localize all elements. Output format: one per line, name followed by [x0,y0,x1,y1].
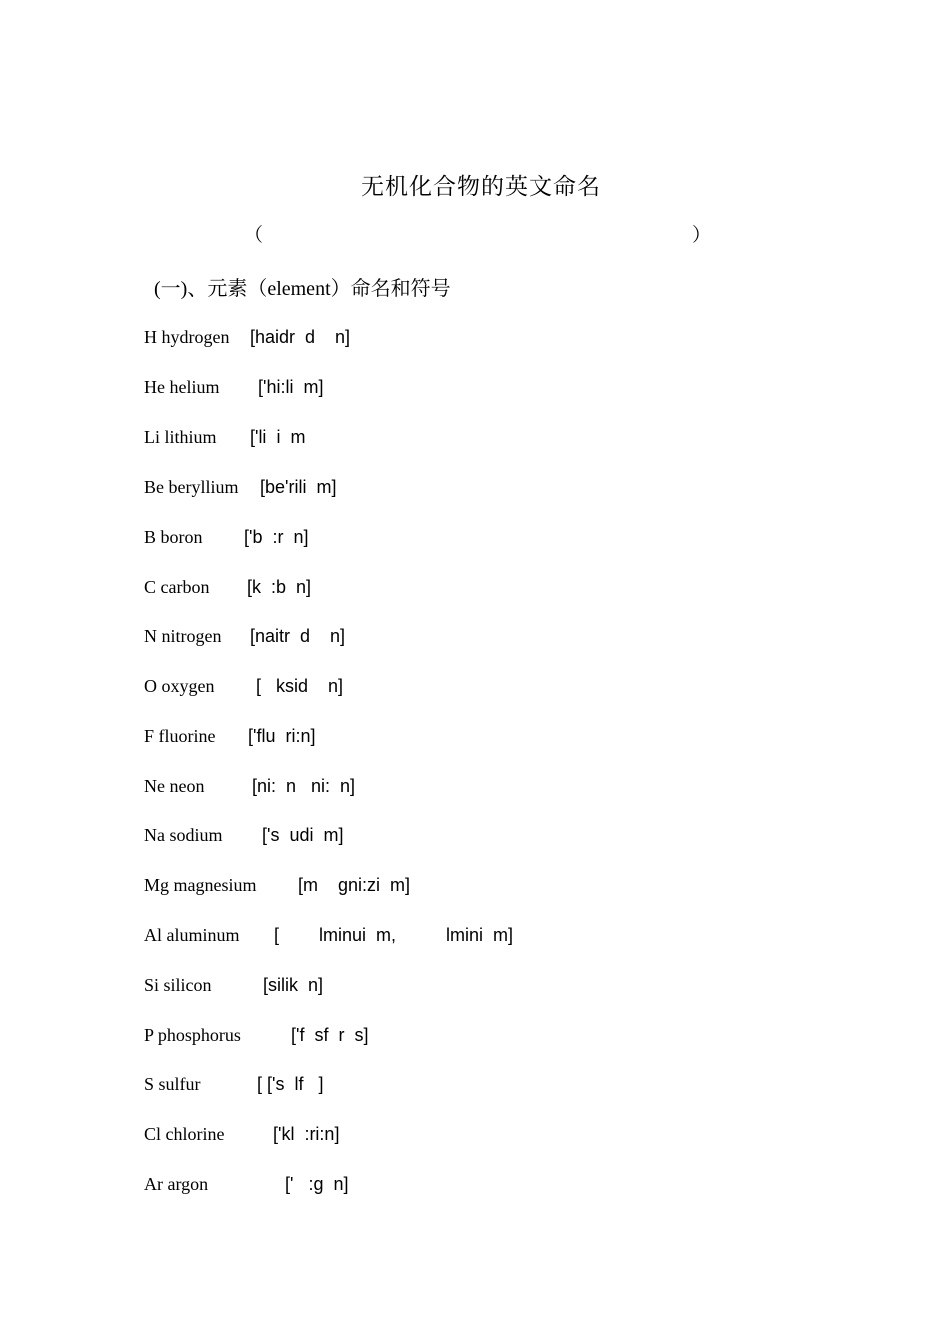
element-name: P phosphorus [144,1025,241,1045]
element-pronunciation: ['b :r n] [244,527,309,547]
element-pronunciation: [haidr d n] [250,327,351,347]
element-row-b [144,527,309,551]
element-row-he [144,377,324,401]
element-name: O oxygen [144,676,215,696]
element-row-cl [144,1124,340,1148]
element-name: F fluorine [144,726,216,746]
open-parenthesis: （ [244,224,264,246]
element-row-al [144,925,514,949]
element-name: He helium [144,377,220,397]
element-row-n [144,626,346,650]
element-name: Al aluminum [144,925,240,945]
element-pronunciation: ['s udi m] [262,825,344,845]
element-pronunciation: [naitr d n] [250,626,346,646]
element-name: C carbon [144,577,210,597]
element-name: S sulfur [144,1074,201,1094]
element-row-s [144,1074,324,1098]
element-pronunciation: ['hi:li m] [258,377,324,397]
element-name: Si silicon [144,975,212,995]
element-pronunciation: ['kl :ri:n] [273,1124,340,1144]
element-name: Mg magnesium [144,875,257,895]
element-name: Na sodium [144,825,223,845]
element-row-ne [144,776,356,800]
element-pronunciation: [ ksid n] [256,676,344,696]
element-name: Li lithium [144,427,217,447]
element-name: B boron [144,527,203,547]
element-name: Cl chlorine [144,1124,225,1144]
element-row-be [144,477,337,501]
element-row-ar [144,1174,349,1198]
element-pronunciation: [silik n] [263,975,324,995]
element-name: Ar argon [144,1174,209,1194]
element-row-si [144,975,324,999]
element-pronunciation: ['f sf r s] [291,1025,369,1045]
element-name: Be beryllium [144,477,239,497]
element-name: H hydrogen [144,327,230,347]
element-pronunciation: [k :b n] [247,577,312,597]
element-row-o [144,676,344,700]
element-row-c [144,577,312,601]
page-title: 无机化合物的英文命名 [361,174,601,200]
element-row-p [144,1025,369,1049]
element-row-mg [144,875,411,899]
section-heading: (一)、元素（element）命名和符号 [154,278,451,300]
element-name: Ne neon [144,776,205,796]
element-pronunciation: [m gni:zi m] [298,875,411,895]
element-row-li [144,427,306,451]
element-pronunciation: [be'rili m] [260,477,337,497]
element-pronunciation: [ ['s lf ] [257,1074,324,1094]
element-row-h [144,327,351,351]
element-pronunciation: [' :g n] [285,1174,349,1194]
element-name: N nitrogen [144,626,222,646]
element-row-na [144,825,344,849]
element-pronunciation: [ni: n ni: n] [252,776,356,796]
element-row-f [144,726,316,750]
element-pronunciation: ['li i m [250,427,306,447]
close-parenthesis: ） [692,224,712,246]
element-pronunciation: ['flu ri:n] [248,726,316,746]
element-pronunciation: [ lminui m, lmini m] [274,925,514,945]
